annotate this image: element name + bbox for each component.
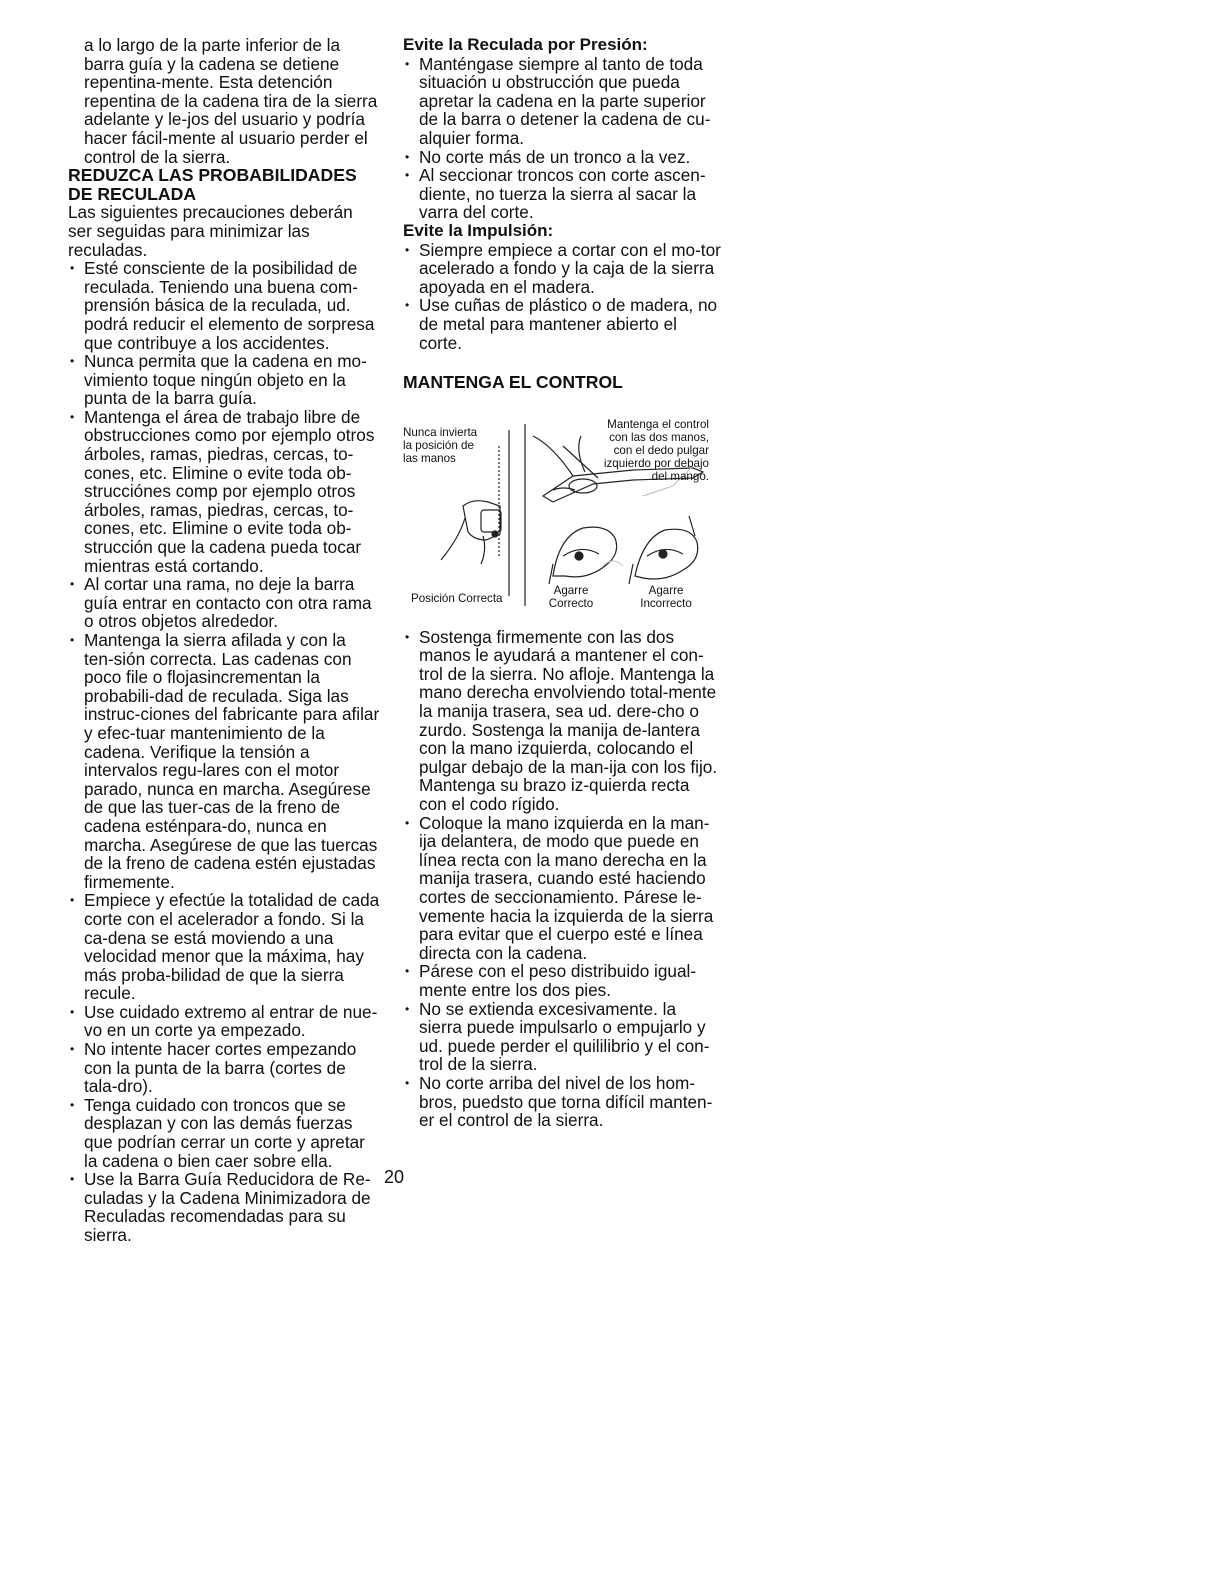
label-incorrect-grip: Agarre Incorrecto: [640, 583, 692, 610]
pressure-bullet-list: [403, 55, 721, 222]
hand-position-figure: [403, 406, 721, 616]
kickback-bullet-list: [68, 259, 380, 1244]
list-item: • Párese con el peso distribuido igual-mente entre los dos pies.: [403, 962, 721, 999]
list-item: • No intente hacer cortes empezando con la punta de la barra (cortes de tala-dro).: [68, 1040, 380, 1096]
list-item: • No corte más de un tronco a la vez.: [403, 148, 721, 167]
list-item: • Al seccionar troncos con corte ascen-diente, no tuerza la sierra al sacar la varra del corte.: [403, 166, 721, 222]
label-keep-control: Mantenga el control con las dos manos, con el dedo pulgar izquierdo por debajo del mango.: [603, 417, 709, 483]
list-item: • Esté consciente de la posibilidad de reculada. Teniendo una buena com-prensión básica de la reculada, ud. podrá reducir el elemento de sorpresa que contribuye a los accidentes.: [68, 259, 380, 352]
list-item: • Coloque la mano izquierda en la man-ija delantera, de modo que puede en línea recta con la mano derecha en la manija trasera, cuando esté haciendo cortes de seccionamiento. Párese le-vemente hacia la izquierda de la sierra para evitar que el cuerpo esté e línea directa con la cadena.: [403, 814, 721, 963]
right-column: [403, 36, 721, 1130]
reduce-kickback-heading: REDUZCA LAS PROBABILIDADES DE RECULADA: [68, 165, 357, 204]
list-item: • Al cortar una rama, no deje la barra guía entrar en contacto con otra rama o otros objetos alrededor.: [68, 575, 380, 631]
list-item: • No corte arriba del nivel de los hom-bros, puedsto que torna difícil manten-er el control de la sierra.: [403, 1074, 721, 1130]
list-item: • Mantenga la sierra afilada y con la ten-sión correcta. Las cadenas con poco file o flojasincrementan la probabili-dad de reculada. Siga las instruc-ciones del fabricante para afilar y efec-tuar mantenimiento de la cadena. Verifique la tensión a intervalos regu-lares con el motor parado, nunca en marcha. Asegúrese de que las tuer-cas de la freno de cadena esténpara-do, nunca en marcha. Asegúrese de que las tuercas de la freno de cadena estén ejustadas firmemente.: [68, 631, 380, 891]
list-item: • No se extienda excesivamente. la sierra puede impulsarlo o empujarlo y ud. puede perder el quililibrio y el con-trol de la sierra.: [403, 1000, 721, 1074]
label-correct-grip: Agarre Correcto: [548, 583, 594, 610]
control-heading: MANTENGA EL CONTROL: [403, 372, 623, 393]
list-item: • Siempre empiece a cortar con el mo-tor acelerado a fondo y la caja de la sierra apoyada en el madera.: [403, 241, 721, 297]
page-number: 20: [383, 1167, 405, 1187]
list-item: • Use la Barra Guía Reducidora de Re-culadas y la Cadena Minimizadora de Reculadas recomendadas para su sierra.: [68, 1170, 380, 1244]
label-correct-position: Posición Correcta: [411, 591, 503, 605]
list-item: • Empiece y efectúe la totalidad de cada corte con el acelerador a fondo. Si la ca-dena se está moviendo a una velocidad menor que la máxima, hay más proba-bilidad de que la sierra recule.: [68, 891, 380, 1003]
label-never-reverse: Nunca invierta la posición de las manos: [403, 425, 478, 465]
impulse-heading: Evite la Impulsión:: [403, 220, 554, 240]
list-item: • Use cuidado extremo al entrar de nue-vo en un corte ya empezado.: [68, 1003, 380, 1040]
list-item: • Manténgase siempre al tanto de toda situación u obstrucción que pueda apretar la cadena en la parte superior de la barra o detener la cadena de cu-alquier forma.: [403, 55, 721, 148]
list-item: • Tenga cuidado con troncos que se desplazan y con las demás fuerzas que podrían cerrar un corte y apretar la cadena o bien caer sobre ella.: [68, 1096, 380, 1170]
list-item: • Mantenga el área de trabajo libre de obstrucciones como por ejemplo otros árboles, ramas, piedras, cercas, to-cones, etc. Elimine o evite toda ob-strucciónes comp por ejemplo otros árboles, ramas, piedras, cercas, to-cones, etc. Elimine o evite toda ob-strucción que la cadena pueda tocar mientras está cortando.: [68, 408, 380, 575]
control-bullet-list: [403, 628, 721, 1130]
left-column: [68, 36, 380, 1245]
pressure-kickback-heading: Evite la Reculada por Presión:: [403, 35, 648, 54]
impulse-bullet-list: [403, 241, 721, 353]
intro-paragraph: Las siguientes precauciones deberán ser seguidas para minimizar las reculadas.: [68, 202, 353, 260]
list-item: • Sostenga firmemente con las dos manos le ayudará a mantener el con-trol de la sierra. No afloje. Mantenga la mano derecha envolviendo total-mente la manija trasera, sea ud. dere-cho o zurdo. Sostenga la manija de-lantera con la mano izquierda, colocando el pulgar debajo de la man-ija con los fijo. Mantenga su brazo iz-quierda recta con el codo rígido.: [403, 628, 721, 814]
list-item: • Use cuñas de plástico o de madera, no de metal para mantener abierto el corte.: [403, 296, 721, 352]
correct-grip-drawing: [553, 527, 617, 577]
list-item: • Nunca permita que la cadena en mo-vimiento toque ningún objeto en la punta de la barra guía.: [68, 352, 380, 408]
continuation-paragraph: a lo largo de la parte inferior de la barra guía y la cadena se detiene repentina-mente. Esta detención repentina de la cadena tira de la sierra adelante y le-jos del usuario y podría hacer fácil-mente al usuario perder el control de la sierra.: [84, 35, 378, 167]
